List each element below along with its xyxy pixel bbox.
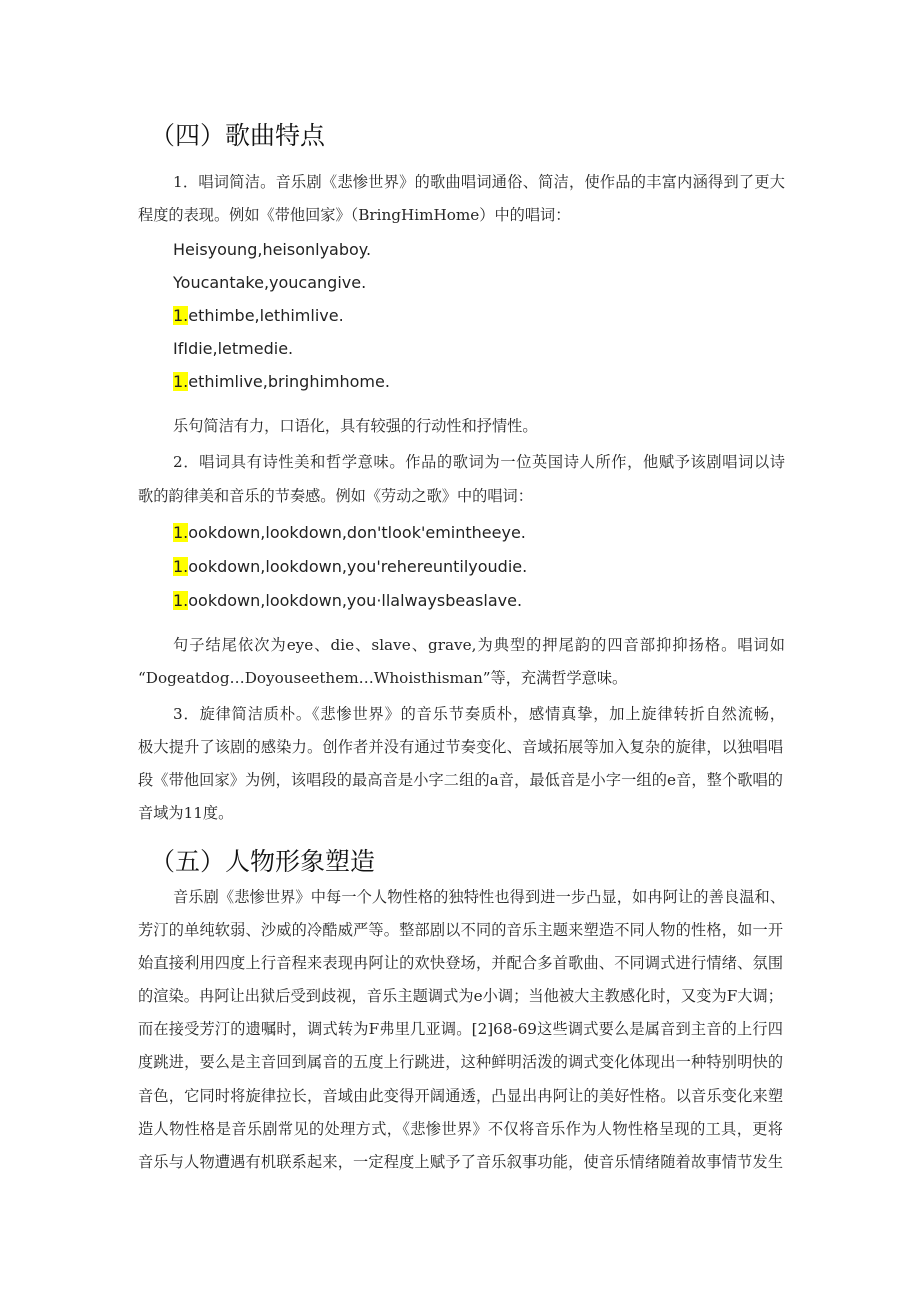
lyric-line: 1.ethimlive,bringhimhome. (173, 372, 390, 391)
s4-paragraph-3-line-4: 音域为11度。 (138, 804, 234, 822)
s5-paragraph-line: 造人物性格是音乐剧常见的处理方式，《悲惨世界》不仅将音乐作为人物性格呈现的工具，更将 (138, 1120, 783, 1138)
s4-paragraph-3-line-3: 段《带他回家》为例，该唱段的最高音是小字二组的a音，最低音是小字一组的e音，整个歌唱的 (138, 771, 783, 789)
lyric-line: 1.ookdown,lookdown,don'tlook'emintheeye. (173, 523, 526, 542)
s4-paragraph-2b-line-2: “Dogeatdog…Doyouseethem…Whoisthisman”等，充满哲学意味。 (138, 669, 628, 687)
highlighted-marker: 1. (173, 306, 189, 325)
lyric-line: Youcantake,youcangive. (173, 273, 367, 292)
s5-paragraph-line: 始直接利用四度上行音程来表现冉阿让的欢快登场，并配合多首歌曲、不同调式进行情绪、氛围 (138, 954, 783, 972)
s4-paragraph-1-line-2: 程度的表现。例如《带他回家》（BringHimHome）中的唱词： (138, 206, 571, 224)
highlighted-marker: 1. (173, 591, 189, 610)
highlighted-marker: 1. (173, 372, 189, 391)
lyric-line: 1.ookdown,lookdown,you'rehereuntilyoudie. (173, 557, 528, 576)
s5-paragraph-line: 而在接受芳汀的遗嘱时，调式转为F弗里几亚调。[2]68-69这些调式要么是属音到主音的上行四 (138, 1020, 783, 1038)
section-5-heading: （五）人物形象塑造 (150, 847, 376, 876)
s5-paragraph-line: 的渲染。冉阿让出狱后受到歧视，音乐主题调式为e小调；当他被大主教感化时，又变为F大调； (138, 987, 783, 1005)
s5-paragraph-line: 音乐与人物遭遇有机联系起来，一定程度上赋予了音乐叙事功能，使音乐情绪随着故事情节发生 (138, 1153, 783, 1171)
s5-paragraph-line: 芳汀的单纯软弱、沙威的冷酷威严等。整部剧以不同的音乐主题来塑造不同人物的性格，如一开 (138, 921, 783, 939)
s5-paragraph-line: 音乐剧《悲惨世界》中每一个人物性格的独特性也得到进一步凸显，如冉阿让的善良温和、 (173, 888, 785, 906)
s4-paragraph-1b: 乐句简洁有力，口语化，具有较强的行动性和抒情性。 (173, 417, 538, 435)
lyric-line: 1.ookdown,lookdown,you·llalwaysbeaslave. (173, 591, 523, 610)
s5-paragraph-line: 音色，它同时将旋律拉长，音域由此变得开阔通透，凸显出冉阿让的美好性格。以音乐变化来塑 (138, 1087, 783, 1105)
s5-paragraph-line: 度跳进，要么是主音回到属音的五度上行跳进，这种鲜明活泼的调式变化体现出一种特别明快的 (138, 1053, 783, 1071)
lyric-line: IfIdie,letmedie. (173, 339, 294, 358)
s4-paragraph-2-line-2: 歌的韵律美和音乐的节奏感。例如《劳动之歌》中的唱词： (138, 487, 533, 505)
s4-paragraph-2b-line-1: 句子结尾依次为eye、die、slave、grave,为典型的押尾韵的四音部抑抑扬格。唱词如 (173, 636, 785, 654)
lyric-line: 1.ethimbe,lethimlive. (173, 306, 344, 325)
section-4-heading: （四）歌曲特点 (150, 121, 326, 150)
lyric-line: Heisyoung,heisonlyaboy. (173, 240, 372, 259)
s4-paragraph-3-line-1: 3．旋律简洁质朴。《悲惨世界》的音乐节奏质朴，感情真挚，加上旋律转折自然流畅， (173, 705, 785, 723)
s4-paragraph-3-line-2: 极大提升了该剧的感染力。创作者并没有通过节奏变化、音域拓展等加入复杂的旋律，以独唱唱 (138, 738, 783, 756)
s4-paragraph-2-line-1: 2．唱词具有诗性美和哲学意味。作品的歌词为一位英国诗人所作，他赋予该剧唱词以诗 (173, 453, 785, 471)
highlighted-marker: 1. (173, 557, 189, 576)
s4-paragraph-1-line-1: 1．唱词简洁。音乐剧《悲惨世界》的歌曲唱词通俗、简洁，使作品的丰富内涵得到了更大 (173, 173, 785, 191)
highlighted-marker: 1. (173, 523, 189, 542)
